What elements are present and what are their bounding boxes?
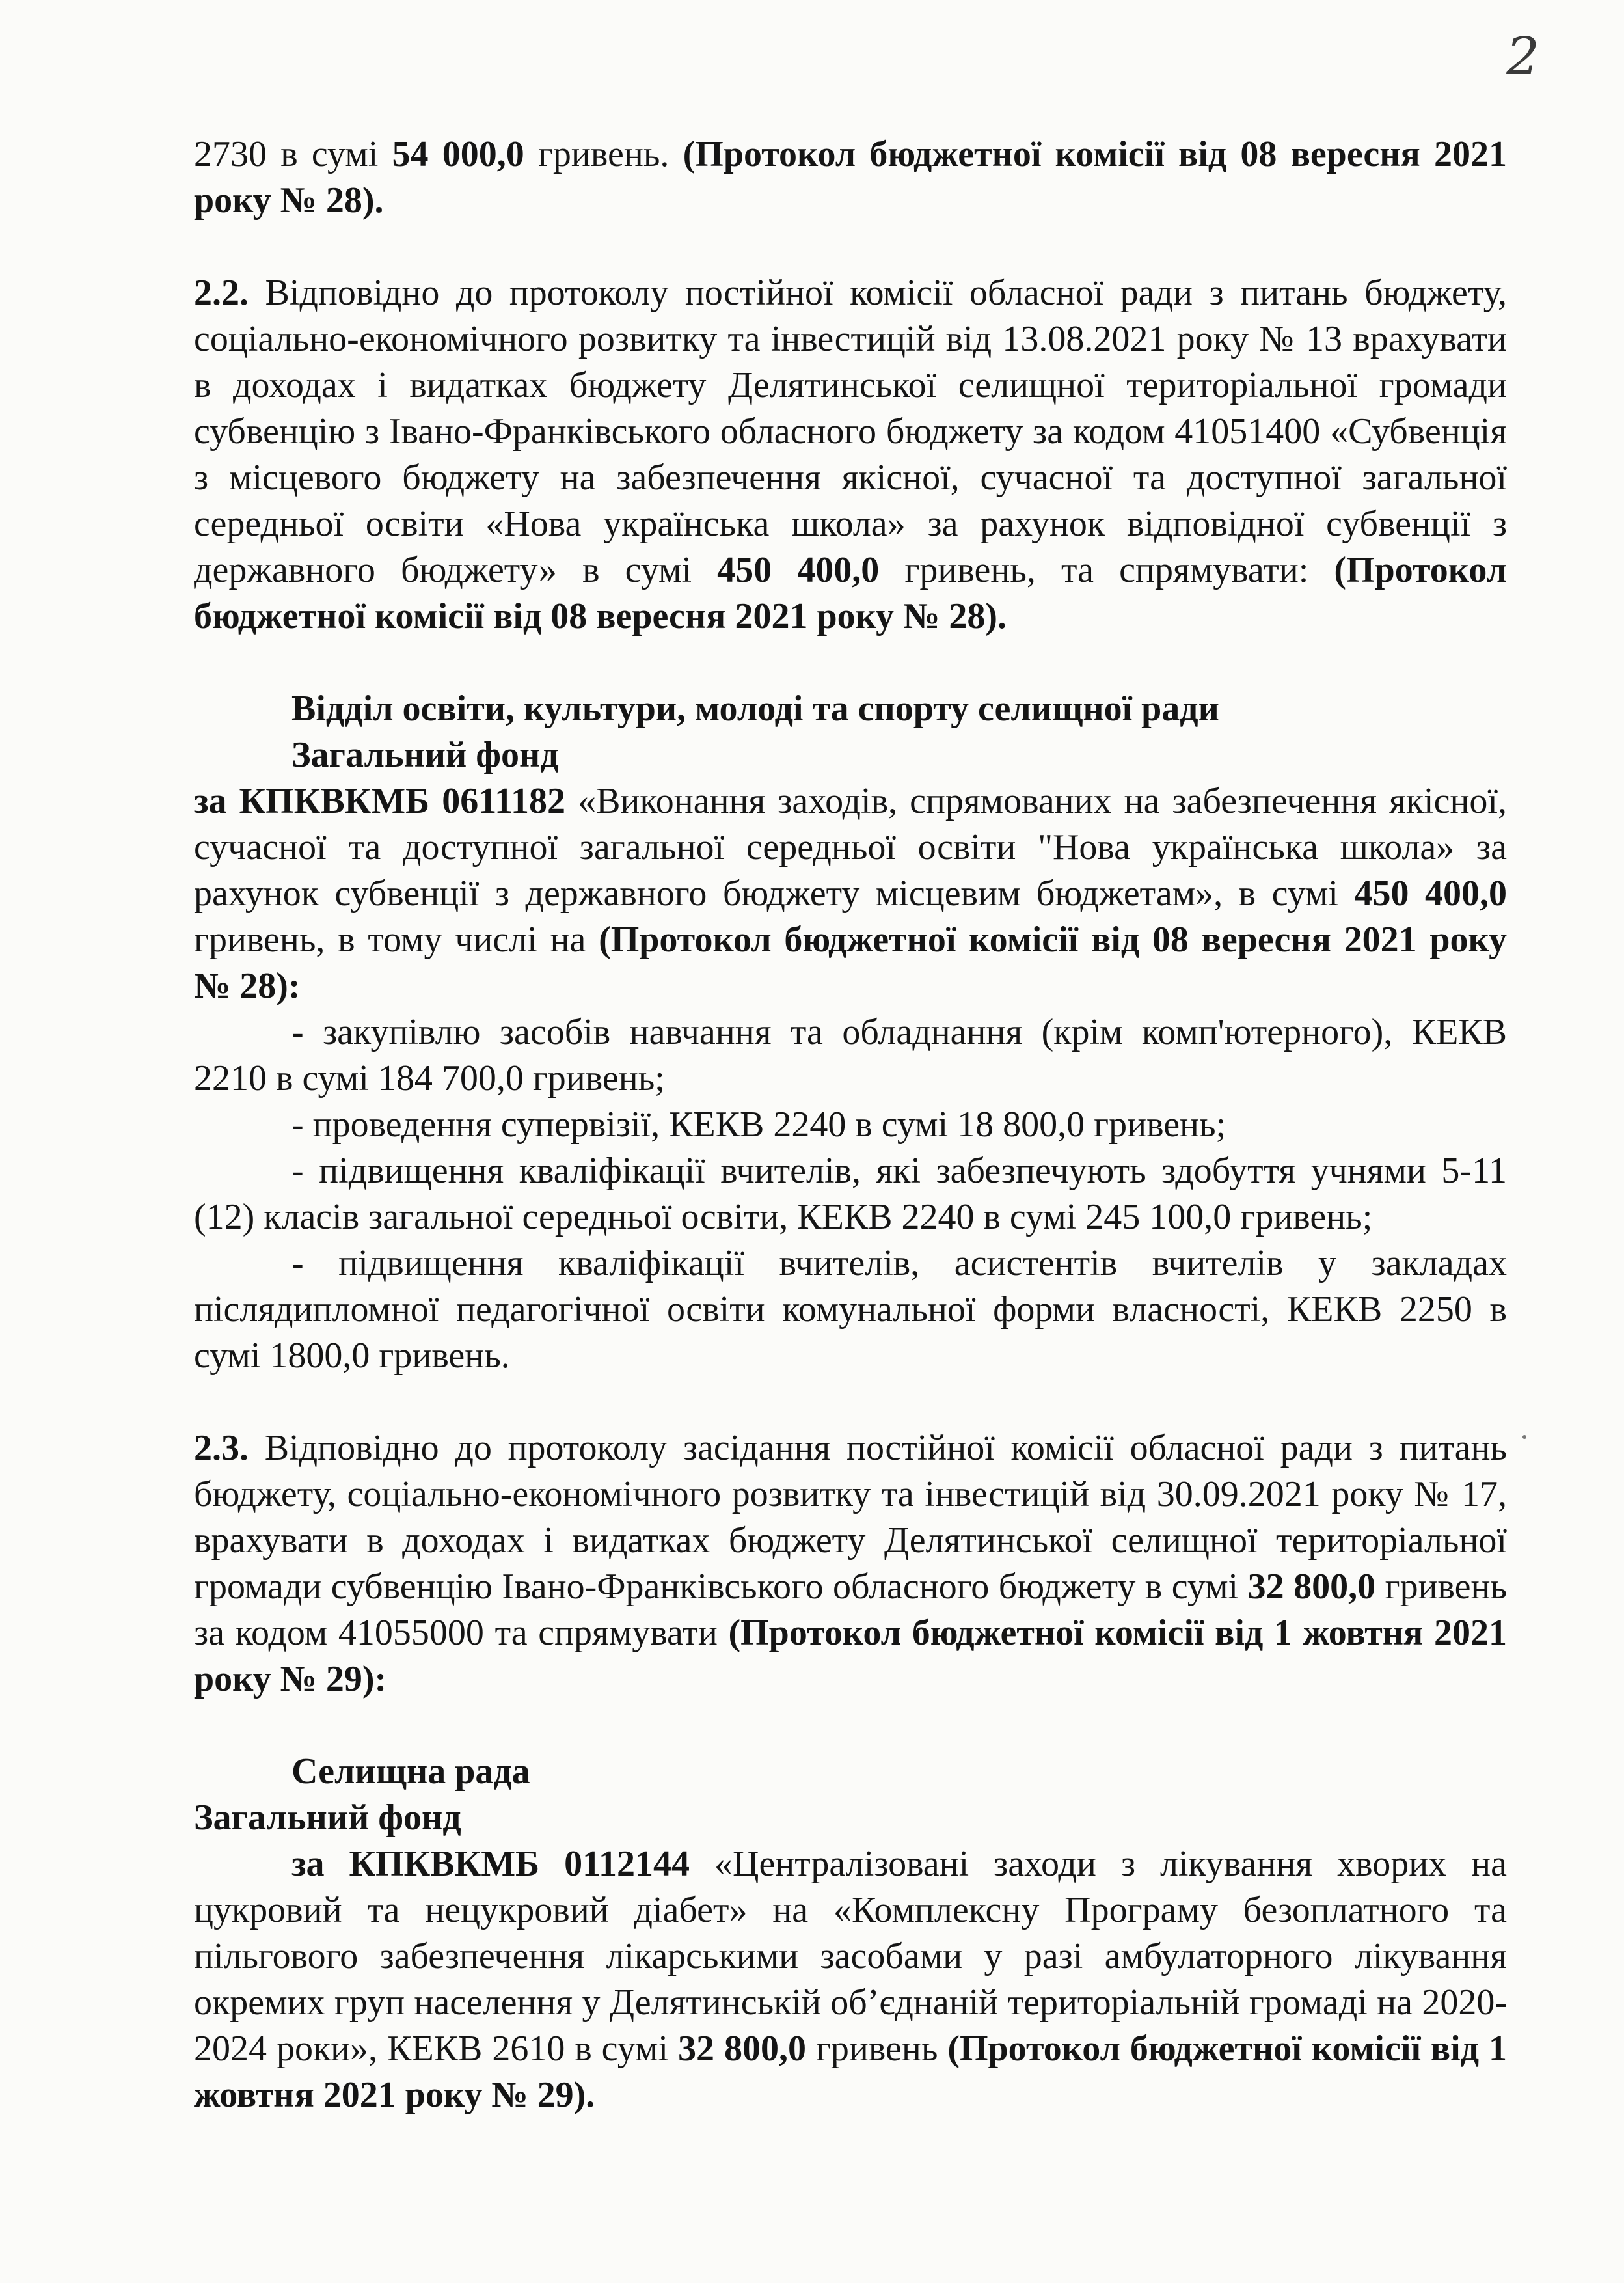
text-run: гривень, в тому числі на bbox=[194, 920, 599, 960]
document-body bbox=[194, 131, 1507, 2118]
text-run: Відповідно до протоколу постійної комісії обласної ради з питань бюджету, соціально-економічного розвитку та інвестицій від 13.08.2021 року № 13 врахувати в доходах і видатках бюджету Делятинської селищної територіальної громади субвенцію з Івано-Франківського обласного бюджету за кодом 41051400 «Субвенція з місцевого бюджету на забезпечення якісної, сучасної та доступної загальної середньої освіти «Нова українська школа» за рахунок відповідної субвенції з державного бюджету» в сумі bbox=[194, 273, 1507, 590]
protocol-reference: (Протокол бюджетної комісії від 1 жовтня 2021 року № 29). bbox=[194, 2029, 1507, 2115]
list-item: - закупівлю засобів навчання та обладнання (крім комп'ютерного), КЕКВ 2210 в сумі 184 700,0 гривень; bbox=[194, 1012, 1507, 1099]
section-number: 2.3. bbox=[194, 1428, 249, 1468]
text-run: гривень, та спрямувати: bbox=[879, 550, 1334, 590]
paragraph-kpkvkmb-0112144 bbox=[194, 1841, 1507, 2118]
text-run: «Виконання заходів, спрямованих на забезпечення якісної, сучасної та доступної загальної середньої освіти "Нова українська школа» за рахунок субвенції з державного бюджету місцевим бюджетам», в сумі bbox=[194, 781, 1507, 914]
paragraph-2-3 bbox=[194, 1425, 1507, 1702]
fund-heading bbox=[194, 1795, 1507, 1841]
paragraph-kpkvkmb-0611182 bbox=[194, 778, 1507, 1009]
section-number: 2.2. bbox=[194, 273, 249, 313]
amount: 32 800,0 bbox=[678, 2029, 806, 2069]
department-name: Відділ освіти, культури, молоді та спорту селищної ради bbox=[291, 689, 1219, 729]
text-run: 2730 в сумі bbox=[194, 134, 392, 174]
text-run: гривень bbox=[805, 2029, 948, 2069]
fund-name: Загальний фонд bbox=[291, 735, 559, 775]
text-run: гривень. bbox=[524, 134, 683, 174]
amount: 450 400,0 bbox=[717, 550, 880, 590]
handwritten-page-number: 2 bbox=[1506, 26, 1539, 87]
fund-name: Загальний фонд bbox=[194, 1798, 461, 1838]
department-name: Селищна рада bbox=[291, 1751, 530, 1792]
amount: 54 000,0 bbox=[392, 134, 524, 174]
text-run: Відповідно до протоколу засідання постійної комісії обласної ради з питань бюджету, соціально-економічного розвитку та інвестицій від 30.09.2021 року № 17, врахувати в доходах і видатках бюджету Делятинської селищної територіальної громади субвенцію Івано-Франківського обласного бюджету в сумі bbox=[194, 1428, 1507, 1607]
list-item: - підвищення кваліфікації вчителів, асистентів вчителів у закладах післядипломної педагогічної освіти комунальної форми власності, КЕКВ 2250 в сумі 1800,0 гривень. bbox=[194, 1243, 1507, 1376]
department-heading bbox=[194, 686, 1507, 732]
protocol-reference: (Протокол бюджетної комісії від 08 вересня 2021 року № 28). bbox=[194, 134, 1507, 221]
fund-heading bbox=[194, 732, 1507, 778]
department-heading bbox=[194, 1749, 1507, 1795]
program-code: за КПКВКМБ 0611182 bbox=[194, 781, 578, 821]
protocol-reference: (Протокол бюджетної комісії від 08 вересня 2021 року № 28). bbox=[194, 550, 1508, 636]
list-item: - проведення супервізії, КЕКВ 2240 в сумі 18 800,0 гривень; bbox=[291, 1104, 1226, 1145]
amount: 450 400,0 bbox=[1354, 873, 1508, 914]
protocol-reference: (Протокол бюджетної комісії від 08 вересня 2021 року № 28): bbox=[194, 920, 1507, 1006]
paragraph-continuation bbox=[194, 131, 1507, 224]
scan-dot bbox=[1522, 1435, 1526, 1439]
protocol-reference: (Протокол бюджетної комісії від 1 жовтня 2021 року № 29): bbox=[194, 1613, 1507, 1699]
amount: 32 800,0 bbox=[1247, 1566, 1376, 1607]
text-run: «Централізовані заходи з лікування хворих на цукровий та нецукровий діабет» на «Комплексну Програму безоплатного та пільгового забезпечення лікарськими засобами у разі амбулаторного лікування окремих груп населення у Делятинській об’єднаній територіальній громаді на 2020-2024 роки», КЕКВ 2610 в сумі bbox=[194, 1844, 1507, 2069]
paragraph-2-2 bbox=[194, 270, 1507, 640]
text-run: гривень за кодом 41055000 та спрямувати bbox=[194, 1566, 1508, 1653]
program-code: за КПКВКМБ 0112144 bbox=[291, 1844, 690, 1884]
list-item: - підвищення кваліфікації вчителів, які забезпечують здобуття учнями 5-11 (12) класів загальної середньої освіти, КЕКВ 2240 в сумі 245 100,0 гривень; bbox=[194, 1151, 1507, 1237]
